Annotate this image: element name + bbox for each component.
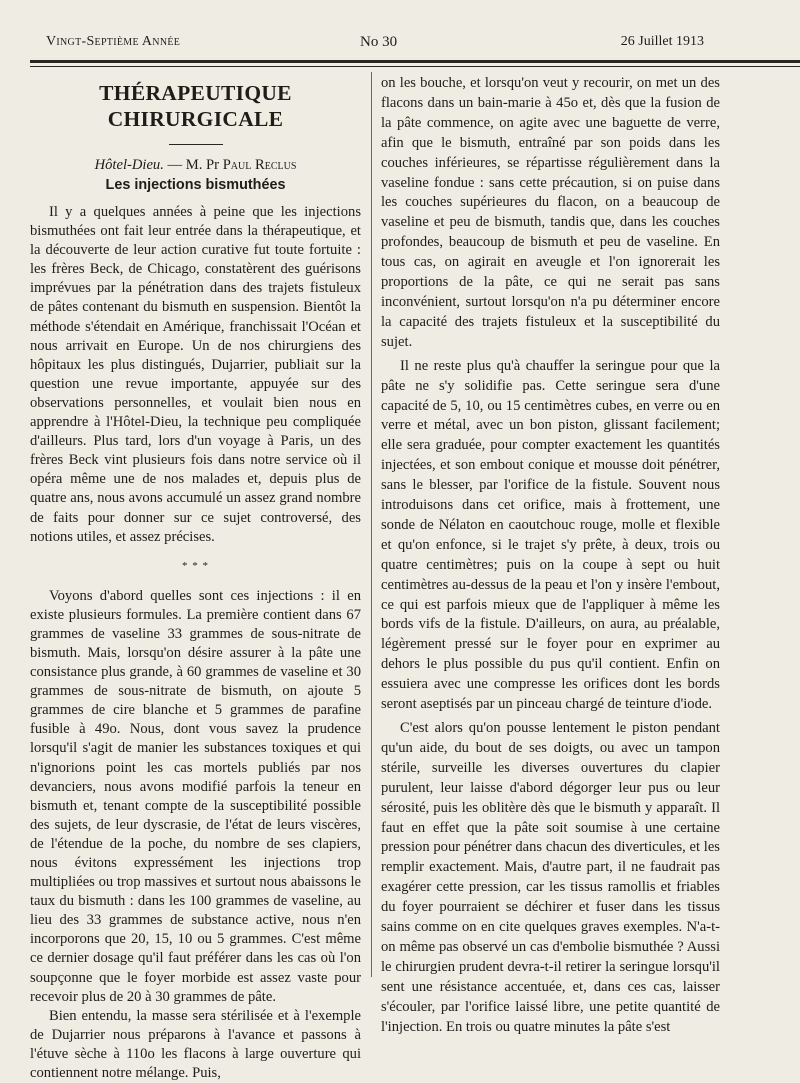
header-volume: Vingt-Septième Année bbox=[46, 34, 181, 49]
column-separator bbox=[371, 72, 372, 977]
left-column bbox=[30, 74, 361, 1083]
byline bbox=[30, 155, 361, 175]
paragraph: Il ne reste plus qu'à chauffer la seringue pour que la pâte ne s'y solidifie pas. Cette seringue sera d'une capacité de 5, 10, ou 15 centimètres cubes, en verre ou en verre et métal, avec un bon piston, glissant facilement; elle sera graduée, pour compter exactement les quantités injectées, et son embout conique et mousse doit pénétrer, sans le blesser, par l'orifice de la fistule. Souvent nous introduisons dans cet orifice, mais à frottement, une sonde de Nélaton en caoutchouc rouge, molle et flexible et qu'on enfonce, si le trajet s'y prête, à deux, trois ou quatre centimètres; puis on la coupe à sept ou huit centimètres au-dessus de la peau et l'on y insère l'embout, ce qui est parfois mieux que de l'appliquer à même les bords vifs de la fistule. D'ailleurs, on aura, au préalable, légèrement pressé sur le foyer pour en exprimer au dehors le plus possible du pus qu'il contient. Enfin on essuiera avec une compresse les orifices dont les bords seront aseptisés par un pinceau chargé de teinture d'iode. bbox=[381, 357, 720, 713]
paragraph: Voyons d'abord quelles sont ces injections : il en existe plusieurs formules. La première contient dans 67 grammes de vaseline 33 grammes de sous-nitrate de bismuth. Mais, lorsqu'on désire assurer à la pâte une consistance plus grande, à 60 grammes de vaseline et 30 grammes de sous-nitrate de bismuth, on ajoute 5 grammes de cire blanche et 5 grammes de parafine fusible à 49o. Nous, dont vous savez la prudence lorsqu'il s'agit de manier les substances toxiques et qui n'ignorions point les cas mortels publiés par nos devanciers, nous avons modifié parfois la teneur en bismuth et, tenant compte de la susceptibilité possible des sujets, de leur dyscrasie, de l'état de leurs viscères, de l'étendue de la poche, du nombre de ses clapiers, nous évitons expressément les injections trop multipliées ou trop massives et surtout nous abaissons le taux du bismuth : dans les 100 grammes de vaseline, au lieu des 33 grammes de substance active, nous n'en incorporons que 20, 15, 10 ou 5 grammes. C'est même ce dernier dosage qu'il faut préférer dans les cas où l'on soupçonne que le foyer morbide est assez vaste pour recevoir plus de 20 à 30 grammes de pâte. bbox=[30, 587, 361, 1005]
section-title: THÉRAPEUTIQUE CHIRURGICALE bbox=[99, 81, 292, 131]
header-issue-number: No 30 bbox=[360, 34, 398, 50]
paragraph: C'est alors qu'on pousse lentement le piston pendant qu'un aide, du bout de ses doigts, ou avec un tampon stérile, surveille les diverses ouvertures du clapier purulent, leur laisse d'abord dégorger leur pus ou leur sérosité, puis les oblitère dès que le bismuth y apparaît. Il faut en effet que la pâte soit soumise à une certaine pression pour pénétrer dans chacun des diverticules, et les remplir exactement. Mais, d'autre part, il ne faudrait pas exagérer cette pression, car les tissus ramollis et friables du foyer pourraient se déchirer et fuser dans les tissus sains comme on en cite quelques graves exemples. N'a-t-on même pas observé un cas d'embolie bismuthée ? Aussi le chirurgien prudent devra-t-il retirer la seringue lorsqu'il sent une résistance accentuée, et, dans ces cas, laisser s'écouler, par l'orifice laissé libre, une petite quantité de l'injection. En trois ou quatre minutes la pâte s'est bbox=[381, 720, 720, 1035]
paragraph: Bien entendu, la masse sera stérilisée et à l'exemple de Dujarrier nous préparons à l'avance et passons à l'étuve sèche à 110o les flacons à large ouverture qui contiennent notre mélange. Puis, bbox=[30, 1007, 361, 1082]
byline-place: Hôtel-Dieu. bbox=[94, 157, 164, 173]
right-column bbox=[381, 74, 720, 1038]
header-rule-thin bbox=[30, 66, 800, 67]
asterism: * * * bbox=[182, 559, 209, 572]
paragraph: Il y a quelques années à peine que les injections bismuthées ont fait leur entrée dans la thérapeutique, et la découverte de leur action curative fut toute fortuite : les frères Beck, de Chicago, constatèrent des guérisons imprévues par la pénétration dans des trajets fistuleux de pâtes contenant du bismuth en suspension. Bientôt la méthode s'étendait en Amérique, franchissait l'Océan et nous arrivait en Europe. Un de nos chirurgiens des hôpitaux les plus distingués, Dujarrier, publiait sur la question une revue importante, appuyée sur des observations personnelles, et voulait bien nous en apprendre à l'Hôtel-Dieu, la technique peu compliquée d'ailleurs. Plus tard, lors d'un voyage à Paris, un des frères Beck vint plusieurs fois dans notre service où il opéra même une de nos malades et, depuis plus de quatre ans, nous avons accumulé un assez grand nombre de faits pour donner sur ce sujet controversé, des notions utiles, et assez précises. bbox=[30, 204, 361, 545]
header-date: 26 Juillet 1913 bbox=[620, 34, 704, 49]
running-header bbox=[30, 34, 704, 56]
byline-author: Paul Reclus bbox=[222, 157, 297, 173]
byline-dash: — M. Pr bbox=[163, 157, 223, 173]
paragraph: on les bouche, et lorsqu'on veut y recourir, on met un des flacons dans un bain-marie à 45o et, dès que la fusion de la pâte commence, on agite avec une baguette de verre, afin que le bismuth, entraîné par son poids dans les couches inférieures, se répartisse régulièrement dans la vaseline fondue : sans cette précaution, si on puise dans les couches supérieures du flacon, on a beaucoup de vaseline et peu de bismuth, tandis que, dans les couches profondes, beaucoup de bismuth et peu de vaseline. En tous cas, on agirait en aveugle et l'on ignorerait les proportions de la pâte, ce qui ne serait pas sans inconvénient, surtout lorsqu'on n'a pu déterminer encore la capacité des trajets fistuleux et la susceptibilité du sujet. bbox=[381, 75, 720, 350]
article-subtitle: Les injections bismuthées bbox=[105, 177, 286, 193]
title-rule bbox=[169, 144, 223, 145]
header-rule-thick bbox=[30, 60, 800, 63]
